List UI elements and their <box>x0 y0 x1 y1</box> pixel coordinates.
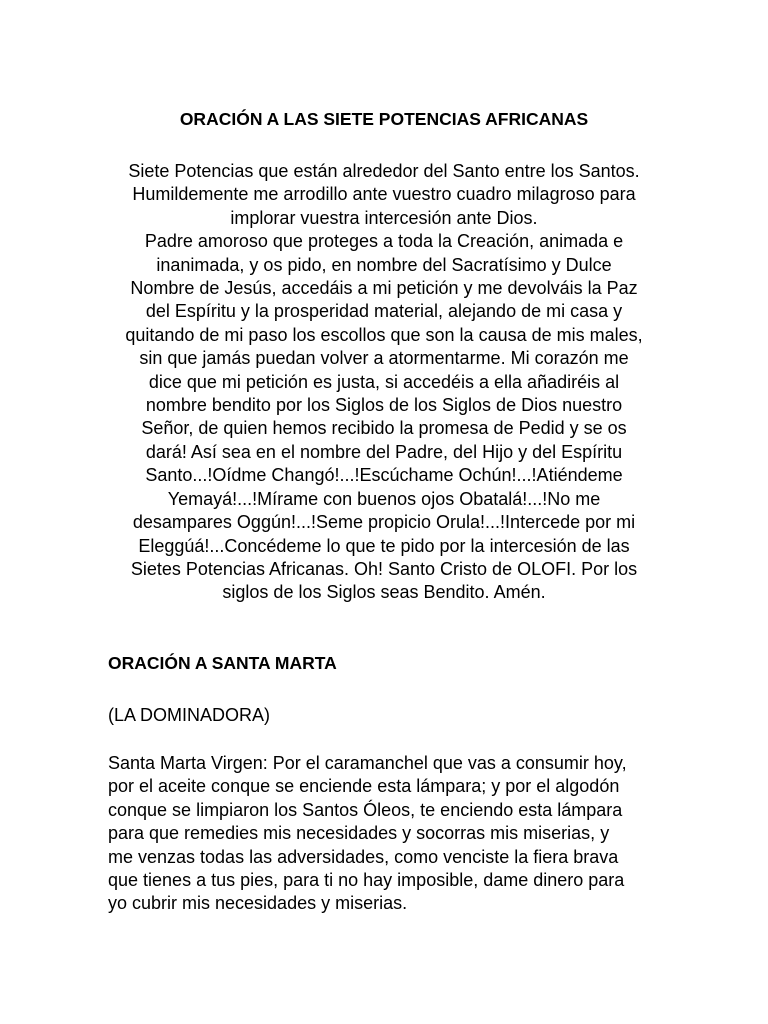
body-line: Nombre de Jesús, accedáis a mi petición y me devolváis la Paz <box>130 278 638 299</box>
body-line: del Espíritu y la prosperidad material, alejando de mi casa y <box>145 301 623 322</box>
body-line: dice que mi petición es justa, si accedéis a ella añadiréis al <box>148 371 620 392</box>
section-2-subtitle: (LA DOMINADORA) <box>108 705 271 725</box>
body-line: conque se limpiaron los Santos Óleos, te enciendo esta lámpara <box>108 799 623 820</box>
body-line: Santo...!Oídme Changó!...!Escúchame Ochún!...!Atiéndeme <box>145 465 623 486</box>
body-line: Santa Marta Virgen: Por el caramanchel que vas a consumir hoy, <box>108 753 627 773</box>
body-line: Eleggúá!...Concédeme lo que te pido por la intercesión de las <box>138 535 630 556</box>
body-line: sin que jamás puedan volver a atormentarme. Mi corazón me <box>139 348 629 369</box>
body-line: implorar vuestra intercesión ante Dios. <box>230 207 538 228</box>
body-line: me venzas todas las adversidades, como venciste la fiera brava <box>108 846 619 867</box>
body-line: que tienes a tus pies, para ti no hay imposible, dame dinero para <box>108 870 625 891</box>
body-line: siglos de los Siglos seas Bendito. Amén. <box>222 582 546 603</box>
body-line: yo cubrir mis necesidades y miserias. <box>108 893 408 914</box>
body-line: desampares Oggún!...!Seme propicio Orula!...!Intercede por mi <box>132 512 636 533</box>
body-line: nombre bendito por los Siglos de los Siglos de Dios nuestro <box>145 395 623 416</box>
section-1-title: ORACIÓN A LAS SIETE POTENCIAS AFRICANAS <box>179 109 589 129</box>
body-line: Padre amoroso que proteges a toda la Creación, animada e <box>144 231 624 252</box>
body-line: Humildemente me arrodillo ante vuestro cuadro milagroso para <box>132 184 636 205</box>
section-2-title: ORACIÓN A SANTA MARTA <box>108 653 337 673</box>
section-1-body <box>96 160 672 605</box>
body-line: para que remedies mis necesidades y socorras mis miserias, y <box>108 823 610 844</box>
body-line: Señor, de quien hemos recibido la promesa de Pedid y se os <box>141 418 627 439</box>
body-line: inanimada, y os pido, en nombre del Sacratísimo y Dulce <box>156 254 612 275</box>
body-line: Siete Potencias que están alrededor del Santo entre los Santos. <box>128 161 640 181</box>
section-2-body <box>108 752 698 916</box>
body-line: por el aceite conque se enciende esta lámpara; y por el algodón <box>108 776 620 797</box>
body-line: Sietes Potencias Africanas. Oh! Santo Cristo de OLOFI. Por los <box>130 558 638 579</box>
body-line: dará! Así sea en el nombre del Padre, del Hijo y del Espíritu <box>145 441 623 462</box>
body-line: quitando de mi paso los escollos que son la causa de mis males, <box>125 324 643 345</box>
body-line: Yemayá!...!Mírame con buenos ojos Obatalá!...!No me <box>167 488 601 509</box>
